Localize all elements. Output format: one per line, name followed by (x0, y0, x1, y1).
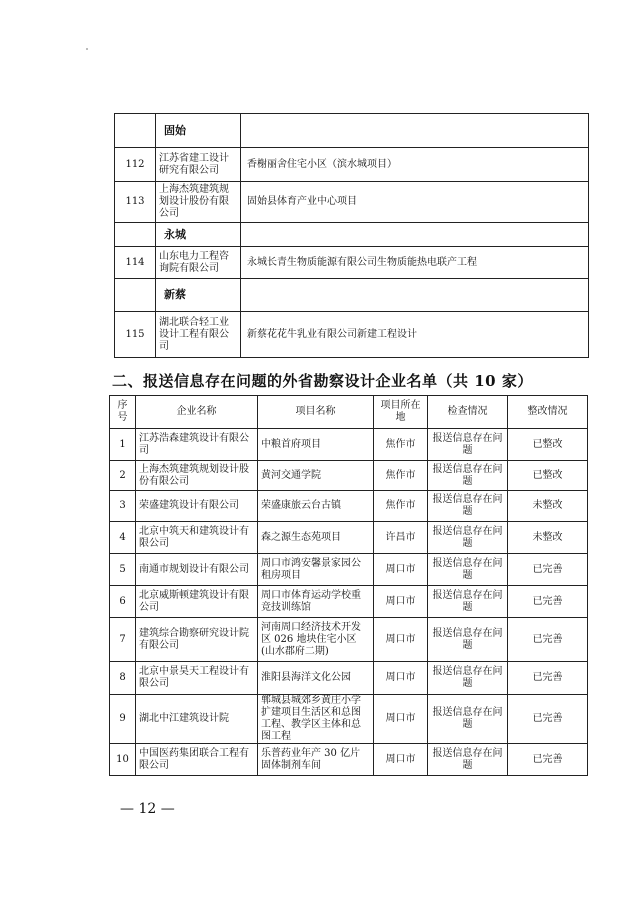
blank-cell (115, 223, 156, 247)
project-name: 新蔡花花牛乳业有限公司新建工程设计 (241, 312, 589, 358)
company-name: 南通市规划设计有限公司 (136, 554, 258, 586)
rectify-status: 已完善 (508, 618, 588, 662)
row-number: 9 (110, 695, 136, 744)
city-name: 新蔡 (156, 279, 241, 312)
row-number: 113 (115, 182, 156, 223)
company-name: 北京中筑天和建筑设计有限公司 (136, 522, 258, 554)
row-number: 6 (110, 586, 136, 618)
project-location: 周口市 (374, 662, 428, 695)
company-name: 湖北中江建筑设计院 (136, 695, 258, 744)
section-title: 二、报送信息存在问题的外省勘察设计企业名单（共 10 家） (112, 372, 533, 390)
table-row (110, 522, 588, 554)
rectify-status: 未整改 (508, 491, 588, 522)
table-row (115, 182, 589, 223)
city-group-row (115, 223, 589, 247)
table-row (115, 148, 589, 182)
project-name: 香榭丽舍住宅小区（滨水城项目） (241, 148, 589, 182)
header-company: 企业名称 (136, 396, 258, 429)
header-location: 项目所在地 (374, 396, 428, 429)
check-status: 报送信息存在问题 (428, 554, 508, 586)
project-location: 周口市 (374, 554, 428, 586)
blank-cell (115, 114, 156, 148)
row-number: 7 (110, 618, 136, 662)
table-row (110, 429, 588, 461)
table-header-row (110, 396, 588, 429)
blank-cell (241, 279, 589, 312)
row-number: 3 (110, 491, 136, 522)
row-number: 5 (110, 554, 136, 586)
table-row (110, 586, 588, 618)
table-row (110, 618, 588, 662)
project-location: 焦作市 (374, 491, 428, 522)
rectify-status: 已整改 (508, 461, 588, 491)
check-status: 报送信息存在问题 (428, 662, 508, 695)
project-name: 中粮首府项目 (258, 429, 374, 461)
company-name: 湖北联合轻工业设计工程有限公司 (156, 312, 241, 358)
table-row (110, 461, 588, 491)
company-name: 上海杰筑建筑规划设计股份有限公司 (136, 461, 258, 491)
city-group-row (115, 279, 589, 312)
project-location: 焦作市 (374, 461, 428, 491)
project-name: 周口市体育运动学校重竞技训练馆 (258, 586, 374, 618)
company-name: 北京威斯顿建筑设计有限公司 (136, 586, 258, 618)
header-no: 序号 (110, 396, 136, 429)
project-name: 荣盛康旅云台古镇 (258, 491, 374, 522)
project-name: 郸城县城郊乡黄庄小学扩建项目生活区和总图工程、教学区主体和总图工程 (258, 695, 374, 744)
row-number: 10 (110, 744, 136, 776)
check-status: 报送信息存在问题 (428, 744, 508, 776)
project-name: 固始县体育产业中心项目 (241, 182, 589, 223)
check-status: 报送信息存在问题 (428, 586, 508, 618)
rectify-status: 已完善 (508, 586, 588, 618)
table-row (110, 744, 588, 776)
row-number: 115 (115, 312, 156, 358)
project-name: 森之源生态苑项目 (258, 522, 374, 554)
scan-speck (86, 48, 88, 50)
table-row (110, 662, 588, 695)
row-number: 112 (115, 148, 156, 182)
rectify-status: 已整改 (508, 429, 588, 461)
rectify-status: 已完善 (508, 554, 588, 586)
company-name: 建筑综合勘察研究设计院有限公司 (136, 618, 258, 662)
problem-enterprise-table (109, 395, 588, 776)
row-number: 4 (110, 522, 136, 554)
check-status: 报送信息存在问题 (428, 522, 508, 554)
project-location: 周口市 (374, 695, 428, 744)
blank-cell (241, 223, 589, 247)
project-location: 周口市 (374, 744, 428, 776)
check-status: 报送信息存在问题 (428, 491, 508, 522)
header-rectify: 整改情况 (508, 396, 588, 429)
table-row (110, 695, 588, 744)
header-check: 检查情况 (428, 396, 508, 429)
table-row (115, 312, 589, 358)
check-status: 报送信息存在问题 (428, 695, 508, 744)
project-location: 周口市 (374, 586, 428, 618)
project-location: 周口市 (374, 618, 428, 662)
row-number: 1 (110, 429, 136, 461)
blank-cell (115, 279, 156, 312)
page-number: — 12 — (120, 801, 175, 817)
project-name: 河南周口经济技术开发区 026 地块住宅小区(山水郡府二期) (258, 618, 374, 662)
project-name: 淮阳县海洋文化公园 (258, 662, 374, 695)
header-project: 项目名称 (258, 396, 374, 429)
check-status: 报送信息存在问题 (428, 618, 508, 662)
project-name: 乐普药业年产 30 亿片固体制剂车间 (258, 744, 374, 776)
rectify-status: 未整改 (508, 522, 588, 554)
table-row (110, 554, 588, 586)
project-name: 黄河交通学院 (258, 461, 374, 491)
enterprise-table-continued (114, 113, 589, 358)
company-name: 上海杰筑建筑规划设计股份有限公司 (156, 182, 241, 223)
company-name: 江苏浩森建筑设计有限公司 (136, 429, 258, 461)
project-location: 许昌市 (374, 522, 428, 554)
company-name: 荣盛建筑设计有限公司 (136, 491, 258, 522)
blank-cell (241, 114, 589, 148)
rectify-status: 已完善 (508, 695, 588, 744)
table-row (110, 491, 588, 522)
company-name: 江苏省建工设计研究有限公司 (156, 148, 241, 182)
city-name: 永城 (156, 223, 241, 247)
rectify-status: 已完善 (508, 744, 588, 776)
project-name: 永城长青生物质能源有限公司生物质能热电联产工程 (241, 247, 589, 279)
check-status: 报送信息存在问题 (428, 429, 508, 461)
city-group-row (115, 114, 589, 148)
company-name: 山东电力工程咨询院有限公司 (156, 247, 241, 279)
company-name: 北京中景昊天工程设计有限公司 (136, 662, 258, 695)
project-name: 周口市鸿安馨景家园公租房项目 (258, 554, 374, 586)
row-number: 8 (110, 662, 136, 695)
city-name: 固始 (156, 114, 241, 148)
table-row (115, 247, 589, 279)
row-number: 114 (115, 247, 156, 279)
project-location: 焦作市 (374, 429, 428, 461)
row-number: 2 (110, 461, 136, 491)
company-name: 中国医药集团联合工程有限公司 (136, 744, 258, 776)
rectify-status: 已完善 (508, 662, 588, 695)
check-status: 报送信息存在问题 (428, 461, 508, 491)
